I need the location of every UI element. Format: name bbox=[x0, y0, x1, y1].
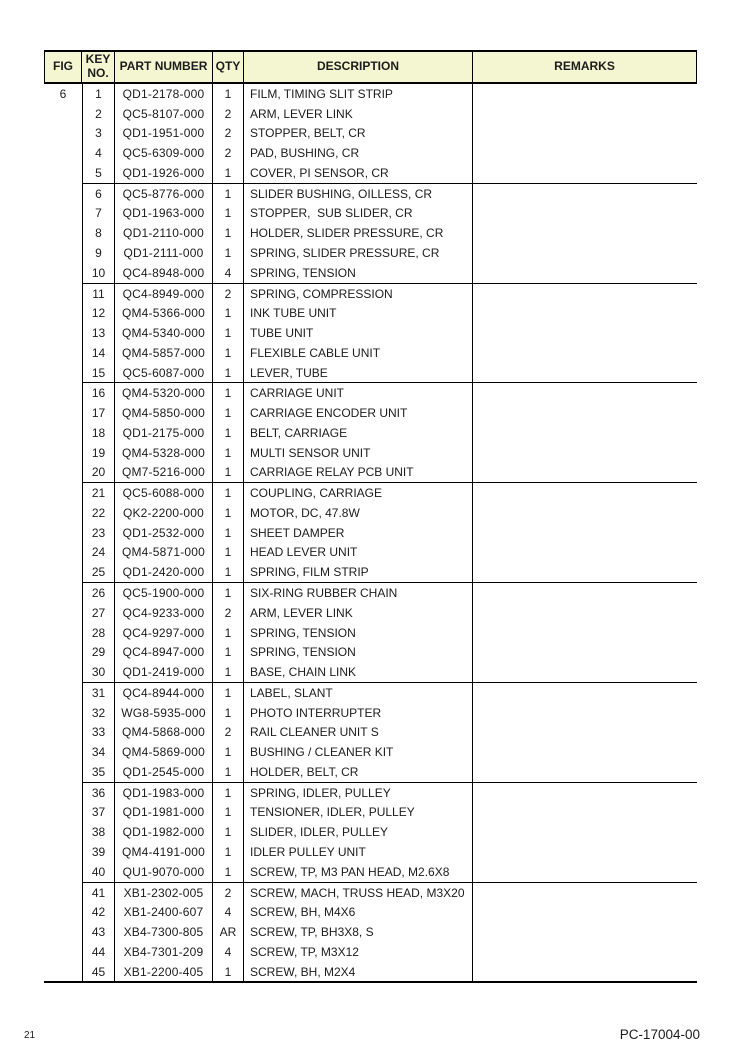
key-no-cell: 38 bbox=[82, 822, 115, 842]
description-cell: HOLDER, BELT, CR bbox=[244, 762, 473, 782]
remarks-cell bbox=[473, 443, 697, 463]
remarks-cell bbox=[473, 184, 697, 204]
qty-cell: 1 bbox=[213, 562, 244, 582]
part-number-cell: QD1-2175-000 bbox=[115, 423, 213, 443]
qty-cell: 2 bbox=[213, 143, 244, 163]
key-no-cell: 18 bbox=[82, 423, 115, 443]
remarks-cell bbox=[473, 623, 697, 643]
description-cell: SCREW, TP, BH3X8, S bbox=[244, 922, 473, 942]
table-row bbox=[82, 243, 697, 263]
description-cell: CARRIAGE ENCODER UNIT bbox=[244, 403, 473, 423]
qty-cell: 1 bbox=[213, 363, 244, 383]
part-number-cell: QC4-8949-000 bbox=[115, 284, 213, 304]
table-header-row bbox=[44, 50, 697, 84]
part-number-cell: QM4-5850-000 bbox=[115, 403, 213, 423]
qty-cell: 1 bbox=[213, 483, 244, 503]
header-description: DESCRIPTION bbox=[244, 52, 473, 82]
remarks-cell bbox=[473, 583, 697, 603]
part-number-cell: QC5-8776-000 bbox=[115, 184, 213, 204]
remarks-cell bbox=[473, 822, 697, 842]
qty-cell: 1 bbox=[213, 842, 244, 862]
table-row bbox=[82, 962, 697, 982]
table-row bbox=[82, 623, 697, 643]
description-cell: COVER, PI SENSOR, CR bbox=[244, 163, 473, 183]
remarks-cell bbox=[473, 942, 697, 962]
qty-cell: 1 bbox=[213, 403, 244, 423]
table-row bbox=[82, 562, 697, 582]
table-row bbox=[82, 922, 697, 942]
description-cell: MOTOR, DC, 47.8W bbox=[244, 503, 473, 523]
description-cell: RAIL CLEANER UNIT S bbox=[244, 723, 473, 743]
table-row bbox=[82, 303, 697, 323]
key-no-cell: 25 bbox=[82, 562, 115, 582]
part-number-cell: QC4-9233-000 bbox=[115, 603, 213, 623]
part-number-cell: QM4-5328-000 bbox=[115, 443, 213, 463]
qty-cell: 1 bbox=[213, 642, 244, 662]
description-cell: SLIDER BUSHING, OILLESS, CR bbox=[244, 184, 473, 204]
table-row bbox=[82, 662, 697, 682]
description-cell: SCREW, BH, M4X6 bbox=[244, 902, 473, 922]
key-no-cell: 14 bbox=[82, 343, 115, 363]
description-cell: LEVER, TUBE bbox=[244, 363, 473, 383]
table-row bbox=[82, 143, 697, 163]
table-row bbox=[82, 902, 697, 922]
table-row bbox=[82, 343, 697, 363]
table-row bbox=[82, 783, 697, 803]
remarks-cell bbox=[473, 423, 697, 443]
remarks-cell bbox=[473, 662, 697, 682]
table-row bbox=[82, 443, 697, 463]
qty-cell: 2 bbox=[213, 104, 244, 124]
parts-table bbox=[44, 50, 697, 983]
description-cell: COUPLING, CARRIAGE bbox=[244, 483, 473, 503]
description-cell: SPRING, IDLER, PULLEY bbox=[244, 783, 473, 803]
qty-cell: 1 bbox=[213, 84, 244, 104]
remarks-cell bbox=[473, 104, 697, 124]
remarks-cell bbox=[473, 383, 697, 403]
description-cell: SCREW, BH, M2X4 bbox=[244, 962, 473, 982]
key-no-cell: 17 bbox=[82, 403, 115, 423]
key-no-cell: 1 bbox=[82, 84, 115, 104]
header-part-number: PART NUMBER bbox=[115, 52, 213, 82]
remarks-cell bbox=[473, 124, 697, 144]
part-number-cell: XB4-7301-209 bbox=[115, 942, 213, 962]
key-no-cell: 2 bbox=[82, 104, 115, 124]
remarks-cell bbox=[473, 642, 697, 662]
key-no-cell: 42 bbox=[82, 902, 115, 922]
part-number-cell: QC4-8944-000 bbox=[115, 683, 213, 703]
qty-cell: 4 bbox=[213, 263, 244, 283]
qty-cell: 1 bbox=[213, 822, 244, 842]
description-cell: FILM, TIMING SLIT STRIP bbox=[244, 84, 473, 104]
key-no-cell: 29 bbox=[82, 642, 115, 662]
qty-cell: 1 bbox=[213, 163, 244, 183]
remarks-cell bbox=[473, 723, 697, 743]
table-row bbox=[82, 184, 697, 204]
table-row bbox=[82, 124, 697, 144]
table-row bbox=[82, 163, 697, 183]
key-no-cell: 9 bbox=[82, 243, 115, 263]
part-number-cell: QK2-2200-000 bbox=[115, 503, 213, 523]
fig-column bbox=[44, 84, 82, 981]
description-cell: SPRING, TENSION bbox=[244, 642, 473, 662]
remarks-cell bbox=[473, 323, 697, 343]
remarks-cell bbox=[473, 742, 697, 762]
key-no-cell: 11 bbox=[82, 284, 115, 304]
qty-cell: 1 bbox=[213, 623, 244, 643]
description-cell: HEAD LEVER UNIT bbox=[244, 543, 473, 563]
key-no-cell: 22 bbox=[82, 503, 115, 523]
qty-cell: 1 bbox=[213, 803, 244, 823]
qty-cell: 2 bbox=[213, 603, 244, 623]
part-number-cell: XB1-2200-405 bbox=[115, 962, 213, 982]
table-row bbox=[82, 862, 697, 882]
remarks-cell bbox=[473, 483, 697, 503]
header-remarks: REMARKS bbox=[554, 59, 615, 74]
part-number-cell: QD1-2178-000 bbox=[115, 84, 213, 104]
table-row bbox=[82, 822, 697, 842]
qty-cell: 4 bbox=[213, 902, 244, 922]
description-cell: TENSIONER, IDLER, PULLEY bbox=[244, 803, 473, 823]
table-row bbox=[82, 483, 697, 503]
key-no-cell: 31 bbox=[82, 683, 115, 703]
qty-cell: 1 bbox=[213, 543, 244, 563]
row-group bbox=[82, 84, 697, 184]
table-row bbox=[82, 842, 697, 862]
key-no-cell: 37 bbox=[82, 803, 115, 823]
row-group bbox=[82, 284, 697, 384]
key-no-cell: 15 bbox=[82, 363, 115, 383]
key-no-cell: 30 bbox=[82, 662, 115, 682]
qty-cell: 1 bbox=[213, 204, 244, 224]
qty-cell: 1 bbox=[213, 323, 244, 343]
row-group bbox=[82, 583, 697, 683]
remarks-cell bbox=[473, 922, 697, 942]
remarks-cell bbox=[473, 902, 697, 922]
description-cell: ARM, LEVER LINK bbox=[244, 603, 473, 623]
table-row bbox=[82, 942, 697, 962]
description-cell: BASE, CHAIN LINK bbox=[244, 662, 473, 682]
description-cell: PHOTO INTERRUPTER bbox=[244, 703, 473, 723]
description-cell: STOPPER, SUB SLIDER, CR bbox=[244, 204, 473, 224]
table-row bbox=[82, 263, 697, 283]
qty-cell: 1 bbox=[213, 463, 244, 483]
qty-cell: 1 bbox=[213, 683, 244, 703]
remarks-cell bbox=[473, 603, 697, 623]
part-number-cell: QM4-5869-000 bbox=[115, 742, 213, 762]
remarks-cell bbox=[473, 163, 697, 183]
qty-cell: 2 bbox=[213, 284, 244, 304]
table-row bbox=[82, 503, 697, 523]
header-qty: QTY bbox=[213, 52, 244, 82]
key-no-cell: 4 bbox=[82, 143, 115, 163]
description-cell: IDLER PULLEY UNIT bbox=[244, 842, 473, 862]
table-row bbox=[82, 284, 697, 304]
remarks-cell bbox=[473, 84, 697, 104]
table-row bbox=[82, 104, 697, 124]
remarks-cell bbox=[473, 523, 697, 543]
row-group bbox=[82, 783, 697, 883]
part-number-cell: QC5-6309-000 bbox=[115, 143, 213, 163]
qty-cell: 1 bbox=[213, 523, 244, 543]
remarks-cell bbox=[473, 862, 697, 882]
table-row bbox=[82, 742, 697, 762]
remarks-cell bbox=[473, 683, 697, 703]
key-no-cell: 39 bbox=[82, 842, 115, 862]
remarks-cell bbox=[473, 842, 697, 862]
description-cell: SLIDER, IDLER, PULLEY bbox=[244, 822, 473, 842]
qty-cell: 1 bbox=[213, 343, 244, 363]
fig-value: 6 bbox=[59, 86, 67, 101]
qty-cell: 1 bbox=[213, 703, 244, 723]
table-row bbox=[82, 723, 697, 743]
qty-cell: 1 bbox=[213, 223, 244, 243]
table-row bbox=[82, 543, 697, 563]
part-number-cell: QD1-1981-000 bbox=[115, 803, 213, 823]
part-number-cell: QM4-5366-000 bbox=[115, 303, 213, 323]
description-cell: SCREW, TP, M3X12 bbox=[244, 942, 473, 962]
part-number-cell: QM4-5868-000 bbox=[115, 723, 213, 743]
part-number-cell: QD1-1951-000 bbox=[115, 124, 213, 144]
part-number-cell: XB4-7300-805 bbox=[115, 922, 213, 942]
table-row bbox=[82, 642, 697, 662]
description-cell: SCREW, MACH, TRUSS HEAD, M3X20 bbox=[244, 883, 473, 903]
part-number-cell: QC4-8948-000 bbox=[115, 263, 213, 283]
description-cell: LABEL, SLANT bbox=[244, 683, 473, 703]
remarks-cell bbox=[473, 403, 697, 423]
qty-cell: 1 bbox=[213, 383, 244, 403]
key-no-cell: 7 bbox=[82, 204, 115, 224]
part-number-cell: QM4-5320-000 bbox=[115, 383, 213, 403]
table-row bbox=[82, 84, 697, 104]
description-cell: BUSHING / CLEANER KIT bbox=[244, 742, 473, 762]
key-no-cell: 36 bbox=[82, 783, 115, 803]
description-cell: SHEET DAMPER bbox=[244, 523, 473, 543]
part-number-cell: QD1-2110-000 bbox=[115, 223, 213, 243]
description-cell: ARM, LEVER LINK bbox=[244, 104, 473, 124]
description-cell: STOPPER, BELT, CR bbox=[244, 124, 473, 144]
key-no-cell: 34 bbox=[82, 742, 115, 762]
key-no-cell: 40 bbox=[82, 862, 115, 882]
key-no-cell: 10 bbox=[82, 263, 115, 283]
part-number-cell: QD1-1963-000 bbox=[115, 204, 213, 224]
key-no-cell: 24 bbox=[82, 543, 115, 563]
row-group bbox=[82, 483, 697, 583]
remarks-cell bbox=[473, 783, 697, 803]
description-cell: SIX-RING RUBBER CHAIN bbox=[244, 583, 473, 603]
description-cell: INK TUBE UNIT bbox=[244, 303, 473, 323]
key-no-cell: 3 bbox=[82, 124, 115, 144]
key-no-cell: 21 bbox=[82, 483, 115, 503]
description-cell: SPRING, TENSION bbox=[244, 623, 473, 643]
remarks-cell bbox=[473, 223, 697, 243]
remarks-cell bbox=[473, 463, 697, 483]
row-group bbox=[82, 184, 697, 284]
description-cell: CARRIAGE RELAY PCB UNIT bbox=[244, 463, 473, 483]
table-row bbox=[82, 603, 697, 623]
part-number-cell: QM4-5340-000 bbox=[115, 323, 213, 343]
part-number-cell: QC5-6088-000 bbox=[115, 483, 213, 503]
key-no-cell: 13 bbox=[82, 323, 115, 343]
table-row bbox=[82, 683, 697, 703]
key-no-cell: 44 bbox=[82, 942, 115, 962]
table-row bbox=[82, 523, 697, 543]
part-number-cell: QD1-2532-000 bbox=[115, 523, 213, 543]
remarks-cell bbox=[473, 263, 697, 283]
part-number-cell: QC5-6087-000 bbox=[115, 363, 213, 383]
table-row bbox=[82, 223, 697, 243]
description-cell: HOLDER, SLIDER PRESSURE, CR bbox=[244, 223, 473, 243]
key-no-cell: 19 bbox=[82, 443, 115, 463]
part-number-cell: QM4-4191-000 bbox=[115, 842, 213, 862]
description-cell: SCREW, TP, M3 PAN HEAD, M2.6X8 bbox=[244, 862, 473, 882]
key-no-cell: 35 bbox=[82, 762, 115, 782]
part-number-cell: QD1-1983-000 bbox=[115, 783, 213, 803]
remarks-cell bbox=[473, 303, 697, 323]
part-number-cell: QD1-2545-000 bbox=[115, 762, 213, 782]
qty-cell: 4 bbox=[213, 942, 244, 962]
remarks-cell bbox=[473, 243, 697, 263]
key-no-cell: 43 bbox=[82, 922, 115, 942]
table-row bbox=[82, 383, 697, 403]
part-number-cell: QD1-2420-000 bbox=[115, 562, 213, 582]
key-no-cell: 12 bbox=[82, 303, 115, 323]
qty-cell: 2 bbox=[213, 124, 244, 144]
document-number: PC-17004-00 bbox=[619, 1027, 700, 1042]
description-cell: FLEXIBLE CABLE UNIT bbox=[244, 343, 473, 363]
table-row bbox=[82, 403, 697, 423]
table-row bbox=[82, 883, 697, 903]
row-group bbox=[82, 883, 697, 982]
part-number-cell: XB1-2400-607 bbox=[115, 902, 213, 922]
key-no-cell: 27 bbox=[82, 603, 115, 623]
table-row bbox=[82, 423, 697, 443]
remarks-cell bbox=[473, 562, 697, 582]
table-body bbox=[44, 84, 697, 983]
remarks-cell bbox=[473, 204, 697, 224]
header-key-no: KEY NO. bbox=[82, 52, 115, 82]
qty-cell: 1 bbox=[213, 742, 244, 762]
remarks-cell bbox=[473, 284, 697, 304]
key-no-cell: 32 bbox=[82, 703, 115, 723]
table-row bbox=[82, 363, 697, 383]
description-cell: MULTI SENSOR UNIT bbox=[244, 443, 473, 463]
part-number-cell: XB1-2302-005 bbox=[115, 883, 213, 903]
table-row bbox=[82, 762, 697, 782]
remarks-cell bbox=[473, 762, 697, 782]
qty-cell: 1 bbox=[213, 862, 244, 882]
remarks-cell bbox=[473, 503, 697, 523]
table-row bbox=[82, 204, 697, 224]
remarks-cell bbox=[473, 883, 697, 903]
part-number-cell: QC4-9297-000 bbox=[115, 623, 213, 643]
key-no-cell: 45 bbox=[82, 962, 115, 982]
part-number-cell: QD1-2419-000 bbox=[115, 662, 213, 682]
row-group bbox=[82, 383, 697, 483]
key-no-cell: 5 bbox=[82, 163, 115, 183]
part-number-cell: QM4-5871-000 bbox=[115, 543, 213, 563]
table-row bbox=[82, 703, 697, 723]
part-number-cell: QD1-1926-000 bbox=[115, 163, 213, 183]
qty-cell: 1 bbox=[213, 443, 244, 463]
key-no-cell: 20 bbox=[82, 463, 115, 483]
remarks-cell bbox=[473, 803, 697, 823]
qty-cell: 1 bbox=[213, 962, 244, 982]
key-no-cell: 26 bbox=[82, 583, 115, 603]
qty-cell: 1 bbox=[213, 762, 244, 782]
part-number-cell: QM4-5857-000 bbox=[115, 343, 213, 363]
qty-cell: 2 bbox=[213, 723, 244, 743]
remarks-cell bbox=[473, 703, 697, 723]
qty-cell: AR bbox=[213, 922, 244, 942]
description-cell: SPRING, COMPRESSION bbox=[244, 284, 473, 304]
key-no-cell: 6 bbox=[82, 184, 115, 204]
description-cell: SPRING, TENSION bbox=[244, 263, 473, 283]
key-no-cell: 41 bbox=[82, 883, 115, 903]
qty-cell: 1 bbox=[213, 303, 244, 323]
description-cell: TUBE UNIT bbox=[244, 323, 473, 343]
table-body-groups bbox=[82, 84, 697, 981]
part-number-cell: QM7-5216-000 bbox=[115, 463, 213, 483]
description-cell: SPRING, FILM STRIP bbox=[244, 562, 473, 582]
description-cell: CARRIAGE UNIT bbox=[244, 383, 473, 403]
key-no-cell: 33 bbox=[82, 723, 115, 743]
part-number-cell: QC5-1900-000 bbox=[115, 583, 213, 603]
remarks-cell bbox=[473, 143, 697, 163]
remarks-cell bbox=[473, 962, 697, 982]
qty-cell: 1 bbox=[213, 423, 244, 443]
table-row bbox=[82, 323, 697, 343]
description-cell: BELT, CARRIAGE bbox=[244, 423, 473, 443]
part-number-cell: QU1-9070-000 bbox=[115, 862, 213, 882]
table-row bbox=[82, 803, 697, 823]
part-number-cell: WG8-5935-000 bbox=[115, 703, 213, 723]
remarks-cell bbox=[473, 543, 697, 563]
page-number: 21 bbox=[24, 1030, 36, 1041]
table-row bbox=[82, 463, 697, 483]
qty-cell: 1 bbox=[213, 503, 244, 523]
table-row bbox=[82, 583, 697, 603]
qty-cell: 1 bbox=[213, 184, 244, 204]
part-number-cell: QD1-1982-000 bbox=[115, 822, 213, 842]
key-no-cell: 23 bbox=[82, 523, 115, 543]
header-fig: FIG bbox=[45, 52, 82, 82]
remarks-cell bbox=[473, 363, 697, 383]
qty-cell: 1 bbox=[213, 783, 244, 803]
key-no-cell: 28 bbox=[82, 623, 115, 643]
key-no-cell: 8 bbox=[82, 223, 115, 243]
qty-cell: 1 bbox=[213, 662, 244, 682]
description-cell: PAD, BUSHING, CR bbox=[244, 143, 473, 163]
qty-cell: 2 bbox=[213, 883, 244, 903]
part-number-cell: QD1-2111-000 bbox=[115, 243, 213, 263]
key-no-cell: 16 bbox=[82, 383, 115, 403]
qty-cell: 1 bbox=[213, 243, 244, 263]
part-number-cell: QC5-8107-000 bbox=[115, 104, 213, 124]
qty-cell: 1 bbox=[213, 583, 244, 603]
row-group bbox=[82, 683, 697, 783]
description-cell: SPRING, SLIDER PRESSURE, CR bbox=[244, 243, 473, 263]
remarks-cell bbox=[473, 343, 697, 363]
part-number-cell: QC4-8947-000 bbox=[115, 642, 213, 662]
